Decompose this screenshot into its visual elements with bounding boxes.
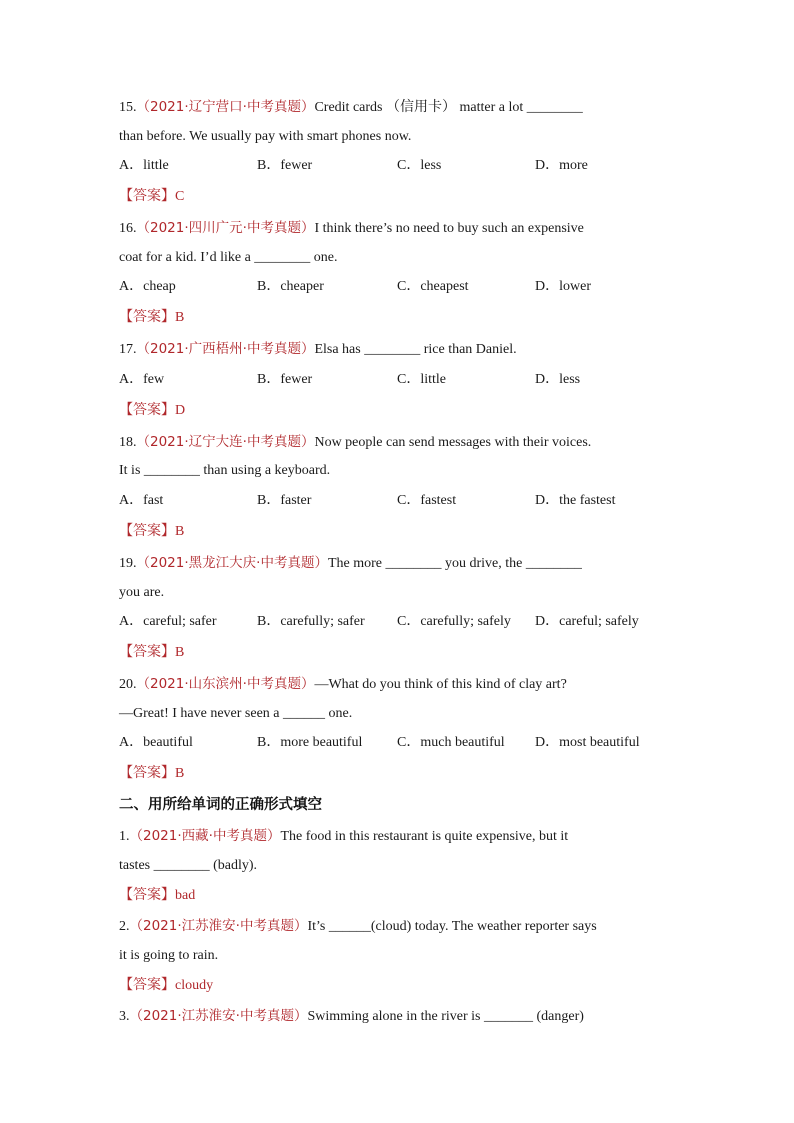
option-a: A．little <box>119 158 169 173</box>
question-19-line-2 <box>119 583 679 603</box>
option-d: D．more <box>535 158 588 173</box>
answer-label: 【答案】 <box>119 887 175 903</box>
question-stem: I think there’s no need to buy such an expensive <box>314 221 584 236</box>
question-number: 19. <box>119 556 137 571</box>
question-17-answer <box>119 400 679 420</box>
question-16-line-2 <box>119 248 679 268</box>
fill-1-line-2 <box>119 856 679 876</box>
question-18-options <box>119 491 679 511</box>
option-d: D．most beautiful <box>535 735 640 750</box>
question-stem: The food in this restaurant is quite expensive, but it <box>280 829 569 844</box>
question-18-line-2 <box>119 461 679 481</box>
option-c: C．much beautiful <box>397 735 505 750</box>
answer-value: C <box>175 189 185 204</box>
answer-label: 【答案】 <box>119 402 175 418</box>
question-stem: The more ________ you drive, the ________ <box>327 556 582 571</box>
option-c: C．less <box>397 158 442 173</box>
answer-value: bad <box>175 888 196 903</box>
question-15-answer <box>119 186 679 206</box>
question-20-options <box>119 733 679 753</box>
answer-value: B <box>175 524 185 539</box>
section-2-title: 二、用所给单词的正确形式填空 <box>119 797 322 813</box>
fill-2-answer <box>119 975 679 995</box>
question-source: （2021·辽宁大连·中考真题） <box>136 434 315 450</box>
question-number: 1. <box>119 829 130 844</box>
answer-label: 【答案】 <box>119 523 175 539</box>
question-17-line-1 <box>119 339 679 359</box>
question-stem: It’s ______(cloud) today. The weather reporter says <box>307 919 597 934</box>
option-b: B．carefully; safer <box>257 614 365 629</box>
option-b: B．cheaper <box>257 279 324 294</box>
question-16-line-1 <box>119 218 679 238</box>
option-c: C．cheapest <box>397 279 469 294</box>
answer-label: 【答案】 <box>119 765 175 781</box>
answer-value: B <box>175 310 185 325</box>
option-d: D．careful; safely <box>535 614 639 629</box>
option-c: C．fastest <box>397 493 457 508</box>
fill-2-line-2 <box>119 946 679 966</box>
question-number: 15. <box>119 100 137 115</box>
answer-value: D <box>175 403 186 418</box>
question-stem: —Great! I have never seen a ______ one. <box>119 706 353 721</box>
question-source: （2021·四川广元·中考真题） <box>136 220 315 236</box>
option-a: A．few <box>119 372 165 387</box>
fill-2-line-1 <box>119 916 679 936</box>
option-c: C．little <box>397 372 446 387</box>
question-15-line-2 <box>119 127 679 147</box>
question-stem: Elsa has ________ rice than Daniel. <box>314 342 517 357</box>
question-source: （2021·山东滨州·中考真题） <box>136 676 315 692</box>
question-16-answer <box>119 307 679 327</box>
option-a: A．cheap <box>119 279 176 294</box>
question-stem: —What do you think of this kind of clay art? <box>314 677 567 692</box>
question-source: （2021·江苏淮安·中考真题） <box>129 1008 308 1024</box>
question-stem: than before. We usually pay with smart phones now. <box>119 129 412 144</box>
question-stem: it is going to rain. <box>119 948 219 963</box>
answer-value: B <box>175 766 185 781</box>
question-20-answer <box>119 763 679 783</box>
question-19-options <box>119 612 679 632</box>
question-stem: Swimming alone in the river is _______ (danger) <box>307 1009 584 1024</box>
fill-3-line-1 <box>119 1006 679 1026</box>
question-number: 16. <box>119 221 137 236</box>
question-20-line-1 <box>119 674 679 694</box>
question-20-line-2 <box>119 704 679 724</box>
answer-value: B <box>175 645 185 660</box>
question-number: 3. <box>119 1009 130 1024</box>
fill-1-line-1 <box>119 826 679 846</box>
question-source: （2021·西藏·中考真题） <box>129 828 281 844</box>
question-18-line-1 <box>119 432 679 452</box>
answer-label: 【答案】 <box>119 977 175 993</box>
question-stem: Credit cards （信用卡） matter a lot ________ <box>314 100 583 115</box>
option-b: B．fewer <box>257 372 313 387</box>
question-number: 20. <box>119 677 137 692</box>
question-18-answer <box>119 521 679 541</box>
question-16-options <box>119 277 679 297</box>
answer-label: 【答案】 <box>119 188 175 204</box>
question-stem: coat for a kid. I’d like a ________ one. <box>119 250 338 265</box>
option-a: A．beautiful <box>119 735 193 750</box>
question-17-options <box>119 370 679 390</box>
question-stem: It is ________ than using a keyboard. <box>119 463 331 478</box>
option-b: B．fewer <box>257 158 313 173</box>
question-stem: tastes ________ (badly). <box>119 858 258 873</box>
answer-value: cloudy <box>175 978 214 993</box>
question-source: （2021·江苏淮安·中考真题） <box>129 918 308 934</box>
question-source: （2021·辽宁营口·中考真题） <box>136 99 315 115</box>
question-source: （2021·广西梧州·中考真题） <box>136 341 315 357</box>
option-d: D．lower <box>535 279 591 294</box>
question-number: 17. <box>119 342 137 357</box>
option-a: A．fast <box>119 493 164 508</box>
option-b: B．faster <box>257 493 312 508</box>
question-15-line-1 <box>119 97 679 117</box>
question-19-line-1 <box>119 553 679 573</box>
question-number: 18. <box>119 435 137 450</box>
option-a: A．careful; safer <box>119 614 217 629</box>
option-d: D．the fastest <box>535 493 616 508</box>
answer-label: 【答案】 <box>119 644 175 660</box>
question-15-options <box>119 156 679 176</box>
question-number: 2. <box>119 919 130 934</box>
answer-label: 【答案】 <box>119 309 175 325</box>
option-d: D．less <box>535 372 581 387</box>
option-c: C．carefully; safely <box>397 614 511 629</box>
fill-1-answer <box>119 885 679 905</box>
question-19-answer <box>119 642 679 662</box>
question-stem: you are. <box>119 585 165 600</box>
question-source: （2021·黑龙江大庆·中考真题） <box>136 555 328 571</box>
question-stem: Now people can send messages with their voices. <box>314 435 592 450</box>
option-b: B．more beautiful <box>257 735 363 750</box>
